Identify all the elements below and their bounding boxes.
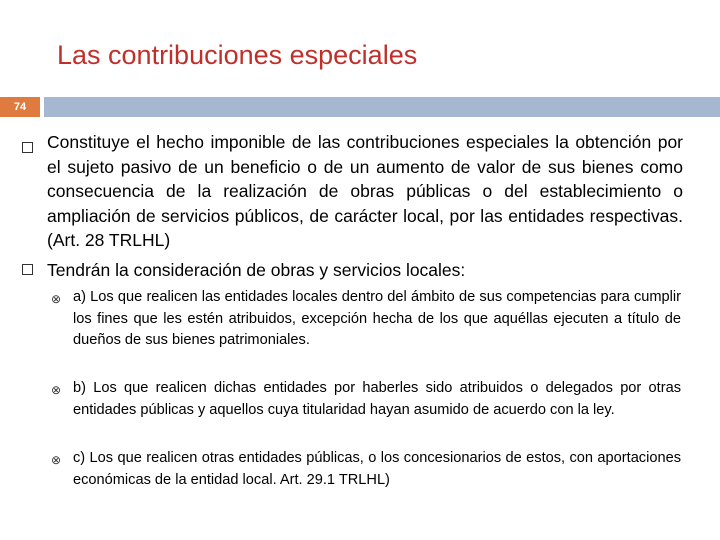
circle-x-bullet-icon: ⊗ [50,292,62,306]
bullet-item: Tendrán la consideración de obras y servicios locales: [47,260,466,280]
sub-bullet-item: a) Los que realicen las entidades locales dentro del ámbito de sus competencias para cumplir los fines que les estén atribuidos, excepción hecha de los que aquéllas ejecuten a título de dueños de sus bienes patrimoniales. [73,289,681,348]
slide-number: 74 [0,97,40,117]
square-bullet-icon [22,264,33,275]
circle-x-bullet-icon: ⊗ [50,383,62,397]
circle-x-bullet-icon: ⊗ [50,453,62,467]
header-bar [44,97,720,117]
sub-bullet-item: b) Los que realicen dichas entidades por haberles sido atribuidos o delegados por otras entidades públicas y aquellos cuya titularidad hayan asumido de acuerdo con la ley. [73,380,681,418]
slide-title: Las contribuciones especiales [57,40,418,70]
sub-bullet-item: c) Los que realicen otras entidades públicas, o los concesionarios de estos, con aportaciones económicas de la entidad local. Art. 29.1 TRLHL) [73,450,681,488]
square-bullet-icon [22,142,33,153]
bullet-item: Constituye el hecho imponible de las contribuciones especiales la obtención por el sujeto pasivo de un beneficio o de un aumento de valor de sus bienes como consecuencia de la realización de obras públicas o del establecimiento o ampliación de servicios públicos, de carácter local, por las entidades respectivas. (Art. 28 TRLHL) [47,132,683,250]
